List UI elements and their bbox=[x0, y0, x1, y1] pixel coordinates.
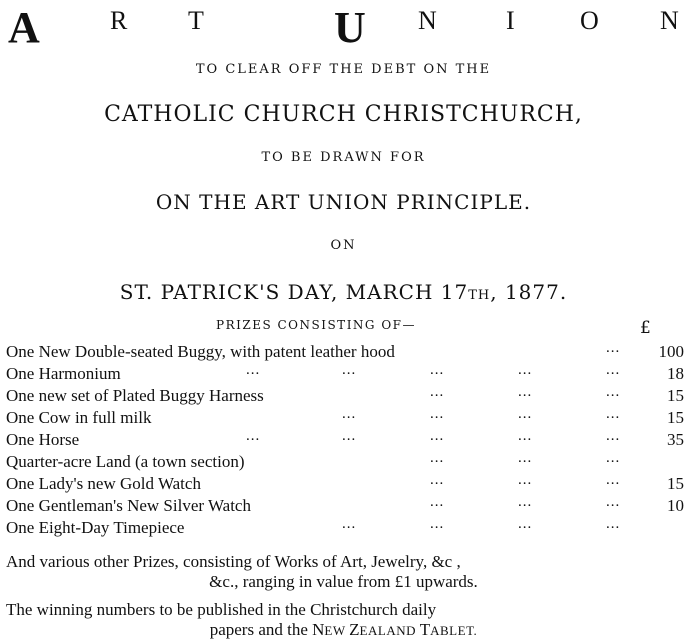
leader-dots: ... bbox=[518, 384, 533, 400]
title-letter-o: O bbox=[580, 6, 599, 35]
title-letter-i: I bbox=[506, 6, 515, 35]
title-letter-n: N bbox=[418, 6, 437, 35]
draw-date-main: ST. PATRICK'S DAY, MARCH 17 bbox=[119, 280, 469, 304]
leader-dots: ... bbox=[342, 428, 357, 444]
prizes-heading: PRIZES CONSISTING OF— bbox=[216, 318, 416, 332]
prize-value: 10 bbox=[667, 496, 684, 515]
prize-value: 15 bbox=[667, 474, 684, 493]
leader-dots: ... bbox=[518, 450, 533, 466]
subtitle-drawn-for: TO BE DRAWN FOR bbox=[261, 150, 426, 165]
prize-row bbox=[6, 408, 686, 430]
tablet-ablet: ABLET. bbox=[430, 623, 478, 638]
prize-row bbox=[6, 364, 686, 386]
church-name: CATHOLIC CHURCH CHRISTCHURCH, bbox=[104, 102, 583, 127]
papers-text: papers and the bbox=[209, 620, 313, 639]
leader-dots: ... bbox=[430, 428, 445, 444]
draw-date bbox=[0, 280, 687, 304]
title-letter-r: R bbox=[110, 6, 128, 35]
prize-name: One Lady's new Gold Watch bbox=[6, 474, 201, 493]
leader-dots: ... bbox=[342, 362, 357, 378]
prize-name: One Harmonium bbox=[6, 364, 121, 383]
leader-dots: ... bbox=[246, 362, 261, 378]
title-letter-n2: N bbox=[660, 6, 679, 35]
leader-dots: ... bbox=[606, 494, 621, 510]
leader-dots: ... bbox=[606, 428, 621, 444]
leader-dots: ... bbox=[430, 406, 445, 422]
tablet-n: N bbox=[312, 620, 325, 639]
art-union-principle: ON THE ART UNION PRINCIPLE. bbox=[155, 190, 532, 214]
prize-row bbox=[6, 452, 686, 474]
prize-value: 15 bbox=[667, 408, 684, 427]
leader-dots: ... bbox=[606, 362, 621, 378]
leader-dots: ... bbox=[518, 406, 533, 422]
winning-numbers-line2 bbox=[0, 620, 687, 640]
leader-dots: ... bbox=[518, 516, 533, 532]
leader-dots: ... bbox=[606, 340, 621, 356]
title-letter-a: A bbox=[8, 3, 40, 52]
draw-date-suffix: TH bbox=[468, 288, 491, 303]
leader-dots: ... bbox=[430, 472, 445, 488]
tablet-ew: EW bbox=[324, 623, 350, 638]
leader-dots: ... bbox=[430, 384, 445, 400]
prize-value: 18 bbox=[667, 364, 684, 383]
leader-dots: ... bbox=[606, 516, 621, 532]
tablet-ealand: EALAND bbox=[359, 623, 420, 638]
leader-dots: ... bbox=[246, 428, 261, 444]
leader-dots: ... bbox=[518, 428, 533, 444]
prize-name: One Cow in full milk bbox=[6, 408, 152, 427]
other-prizes-line2: &c., ranging in value from £1 upwards. bbox=[209, 572, 478, 591]
title-letter-u: U bbox=[334, 3, 366, 52]
prize-row bbox=[6, 474, 686, 496]
tablet-t: T bbox=[419, 620, 431, 639]
leader-dots: ... bbox=[606, 450, 621, 466]
other-prizes-line1: And various other Prizes, consisting of Works of Art, Jewelry, &c , bbox=[6, 552, 461, 571]
prize-name: One Gentleman's New Silver Watch bbox=[6, 496, 251, 515]
leader-dots: ... bbox=[430, 516, 445, 532]
subtitle-on: ON bbox=[330, 238, 357, 253]
prize-value: 100 bbox=[658, 342, 684, 361]
prize-name: One New Double-seated Buggy, with patent leather hood bbox=[6, 342, 395, 361]
draw-date-year: , 1877. bbox=[490, 280, 568, 304]
leader-dots: ... bbox=[342, 406, 357, 422]
leader-dots: ... bbox=[430, 362, 445, 378]
prize-row bbox=[6, 386, 686, 408]
prize-value: 35 bbox=[667, 430, 684, 449]
winning-numbers-line1: The winning numbers to be published in the Christchurch daily bbox=[6, 600, 437, 619]
leader-dots: ... bbox=[606, 384, 621, 400]
tablet-z: Z bbox=[349, 620, 360, 639]
leader-dots: ... bbox=[518, 362, 533, 378]
prize-value: 15 bbox=[667, 386, 684, 405]
leader-dots: ... bbox=[518, 494, 533, 510]
leader-dots: ... bbox=[606, 406, 621, 422]
prize-row bbox=[6, 496, 686, 518]
prize-name: One Horse bbox=[6, 430, 80, 449]
prize-name: Quarter-acre Land (a town section) bbox=[6, 452, 245, 471]
leader-dots: ... bbox=[518, 472, 533, 488]
leader-dots: ... bbox=[430, 450, 445, 466]
leader-dots: ... bbox=[430, 494, 445, 510]
leader-dots: ... bbox=[606, 472, 621, 488]
prize-row bbox=[6, 342, 686, 364]
currency-heading: £ bbox=[640, 318, 651, 338]
prize-name: One Eight-Day Timepiece bbox=[6, 518, 185, 537]
prize-row bbox=[6, 518, 686, 540]
prize-row bbox=[6, 430, 686, 452]
title-letter-t: T bbox=[188, 6, 204, 35]
prize-name: One new set of Plated Buggy Harness bbox=[6, 386, 264, 405]
leader-dots: ... bbox=[342, 516, 357, 532]
subtitle-clear-debt: TO CLEAR OFF THE DEBT ON THE bbox=[195, 62, 492, 77]
